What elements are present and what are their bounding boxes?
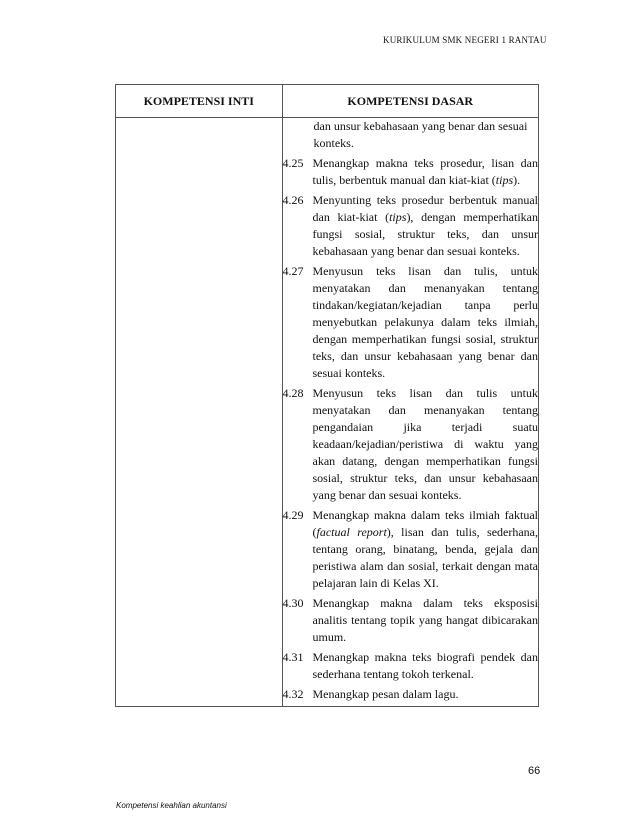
item-number: 4.29 <box>282 508 304 522</box>
list-item <box>283 649 538 683</box>
item-number: 4.31 <box>282 650 304 664</box>
document-header: KURIKULUM SMK NEGERI 1 RANTAU <box>383 35 547 45</box>
list-item <box>283 155 538 189</box>
document-footer: Kompetensi keahlian akuntansi <box>116 801 227 810</box>
kompetensi-dasar-cell <box>282 118 538 707</box>
header-kompetensi-dasar: KOMPETENSI DASAR <box>282 85 538 118</box>
item-number: 4.26 <box>282 193 304 207</box>
header-kompetensi-inti: KOMPETENSI INTI <box>116 85 283 118</box>
item-text: Menangkap makna teks prosedur, lisan dan tulis, berbentuk manual dan kiat-kiat (tips). <box>312 156 538 187</box>
continuation-text: dan unsur kebahasaan yang benar dan sesuai konteks. <box>313 119 528 150</box>
list-item <box>283 507 538 592</box>
competency-table <box>115 84 539 707</box>
item-text: Menyunting teks prosedur berbentuk manual dan kiat-kiat (tips), dengan memperhatikan fungsi sosial, struktur teks, dan unsur kebahasaan yang benar dan sesuai konteks. <box>312 193 538 258</box>
list-item <box>283 686 538 703</box>
item-text: Menangkap makna teks biografi pendek dan sederhana tentang tokoh terkenal. <box>312 650 538 681</box>
item-number: 4.27 <box>282 264 304 278</box>
list-item <box>283 192 538 260</box>
list-item <box>283 263 538 382</box>
item-text: Menyusun teks lisan dan tulis, untuk menyatakan dan menanyakan tentang tindakan/kegiatan/kejadian tanpa perlu menyebutkan pelakunya dalam teks ilmiah, dengan memperhatikan fungsi sosial, struktur teks, dan unsur kebahasaan yang benar dan sesuai konteks. <box>312 264 538 380</box>
item-number: 4.25 <box>282 156 304 170</box>
item-number: 4.32 <box>282 687 304 701</box>
table-header-row <box>116 85 539 118</box>
item-text: Menangkap pesan dalam lagu. <box>312 687 459 701</box>
item-number: 4.30 <box>282 596 304 610</box>
page-number: 66 <box>528 765 541 777</box>
item-text: Menangkap makna dalam teks ilmiah faktual (factual report), lisan dan tulis, sederhana, tentang orang, binatang, benda, gejala dan peristiwa alam dan sosial, terkait dengan mata pelajaran lain di Kelas XI. <box>312 508 538 590</box>
list-item <box>283 385 538 504</box>
item-text: Menyusun teks lisan dan tulis untuk menyatakan dan menanyakan tentang pengandaian jika terjadi suatu keadaan/kejadian/peristiwa di waktu yang akan datang, dengan memperhatikan fungsi sosial, struktur teks, dan unsur kebahasaan yang benar dan sesuai konteks. <box>312 386 538 502</box>
item-number: 4.28 <box>282 386 304 400</box>
item-text: Menangkap makna dalam teks eksposisi analitis tentang topik yang hangat dibicarakan umum. <box>312 596 538 644</box>
list-item <box>283 595 538 646</box>
table-row <box>116 118 539 707</box>
kompetensi-inti-cell <box>116 118 283 707</box>
